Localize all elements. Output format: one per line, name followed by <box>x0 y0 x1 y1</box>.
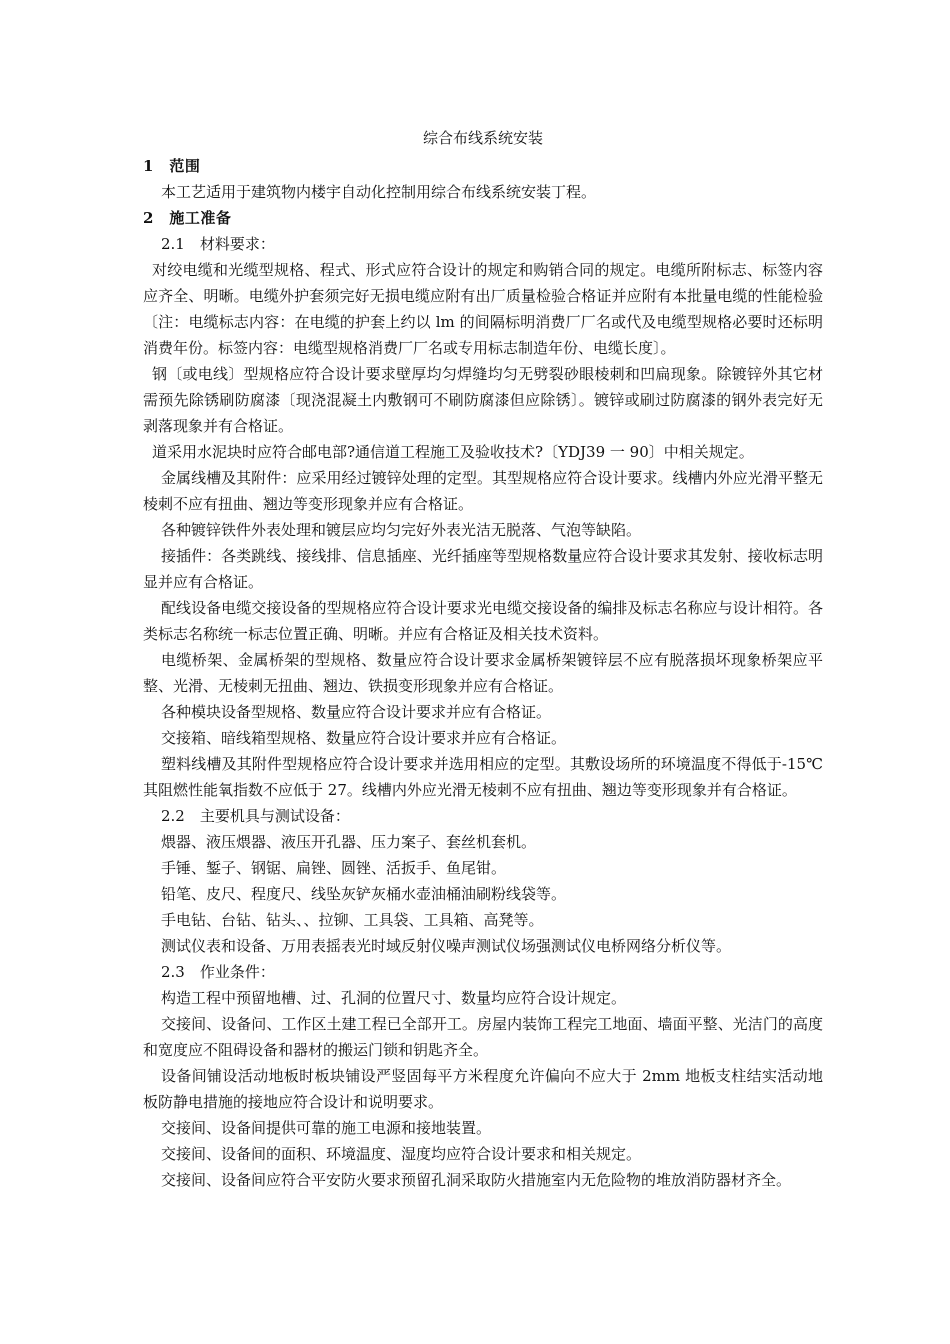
paragraph: 道采用水泥块时应符合邮电部?通信道工程施工及验收技术?〔YDJ39 一 90〕中相关规定。 <box>152 443 754 461</box>
paragraph: 交接箱、暗线箱型规格、数量应符合设计要求并应有合格证。 <box>161 729 567 747</box>
paragraph: 交接间、设备间提供可靠的施工电源和接地装置。 <box>161 1119 492 1137</box>
paragraph: 钢〔或电线〕型规格应符合设计要求壁厚均匀焊缝均匀无劈裂砂眼棱刺和凹扁现象。除镀锌外其它材需预先除锈刷防腐漆〔现浇混凝土内敷钢可不刷防腐漆但应除锈〕。镀锌或刷过防腐漆的钢外表完好无剥落现象并有合格证。 <box>143 365 823 435</box>
paragraph: 金属线槽及其附件：应采用经过镀锌处理的定型。其型规格应符合设计要求。线槽内外应光滑平整无棱刺不应有扭曲、翘边等变形现象并应有合格证。 <box>143 469 823 513</box>
paragraph: 交接间、设备间的面积、环境温度、湿度均应符合设计要求和相关规定。 <box>161 1145 642 1163</box>
paragraph: 各种镀锌铁件外表处理和镀层应均匀完好外表光洁无脱落、气泡等缺陷。 <box>161 521 642 539</box>
paragraph: 各种模块设备型规格、数量应符合设计要求并应有合格证。 <box>161 703 552 721</box>
paragraph: 铅笔、皮尺、程度尺、线坠灰铲灰桶水壶油桶油刷粉线袋等。 <box>161 885 567 903</box>
paragraph: 手锤、錾子、钢锯、扁锉、圆锉、活扳手、鱼尾钳。 <box>161 859 507 877</box>
paragraph: 对绞电缆和光缆型规格、程式、形式应符合设计的规定和购销合同的规定。电缆所附标志、标签内容应齐全、明晰。电缆外护套须完好无损电缆应附有出厂质量检验合格证并应附有本批量电缆的性能检验〔注：电缆标志内容：在电缆的护套上约以 lm 的间隔标明消费厂厂名或代及电缆型规格必要时还标明消费年份。标签内容：电缆型规格消费厂厂名或专用标志制造年份、电缆长度〕。 <box>143 261 823 357</box>
paragraph: 塑料线槽及其附件型规格应符合设计要求并选用相应的定型。其敷设场所的环境温度不得低于-15℃其阻燃性能氧指数不应低于 27。线槽内外应光滑无棱刺不应有扭曲、翘边等变形现象并有合格证。 <box>143 755 823 799</box>
paragraph: 电缆桥架、金属桥架的型规格、数量应符合设计要求金属桥架镀锌层不应有脱落损坏现象桥架应平整、光滑、无棱刺无扭曲、翘边、铁损变形现象并应有合格证。 <box>143 651 823 695</box>
document-page <box>143 128 823 1193</box>
subsection-heading-tools: 2.2 主要机具与测试设备： <box>161 807 350 825</box>
paragraph-scope: 本工艺适用于建筑物内楼宇自动化控制用综合布线系统安装丁程。 <box>161 183 597 201</box>
paragraph: 构造工程中预留地槽、过、孔洞的位置尺寸、数量均应符合设计规定。 <box>161 989 627 1007</box>
paragraph: 接插件：各类跳线、接线排、信息插座、光纤插座等型规格数量应符合设计要求其发射、接收标志明显并应有合格证。 <box>143 547 823 591</box>
subsection-heading-conditions: 2.3 作业条件： <box>161 963 275 981</box>
paragraph: 煨器、液压煨器、液压开孔器、压力案子、套丝机套机。 <box>161 833 537 851</box>
section-heading-scope: 1 范围 <box>143 157 201 175</box>
section-heading-preparation: 2 施工准备 <box>143 209 232 227</box>
subsection-heading-materials: 2.1 材料要求： <box>161 235 275 253</box>
paragraph: 配线设备电缆交接设备的型规格应符合设计要求光电缆交接设备的编排及标志名称应与设计相符。各类标志名称统一标志位置正确、明晰。并应有合格证及相关技术资料。 <box>143 599 823 643</box>
paragraph: 手电钻、台钻、钻头、、拉铆、工具袋、工具箱、高凳等。 <box>161 911 544 929</box>
document-title: 综合布线系统安装 <box>422 129 543 147</box>
paragraph: 设备间铺设活动地板时板块铺设严竖固每平方米程度允许偏向不应大于 2mm 地板支柱结实活动地板防静电措施的接地应符合设计和说明要求。 <box>143 1067 823 1111</box>
paragraph: 交接间、设备问、工作区土建工程已全部开工。房屋内装饰工程完工地面、墙面平整、光洁门的高度和宽度应不阻碍设备和器材的搬运门锁和钥匙齐全。 <box>143 1015 823 1059</box>
paragraph: 测试仪表和设备、万用表摇表光时域反射仪噪声测试仪场强测试仪电桥网络分析仪等。 <box>161 937 732 955</box>
paragraph: 交接间、设备间应符合平安防火要求预留孔洞采取防火措施室内无危险物的堆放消防器材齐全。 <box>161 1171 792 1189</box>
